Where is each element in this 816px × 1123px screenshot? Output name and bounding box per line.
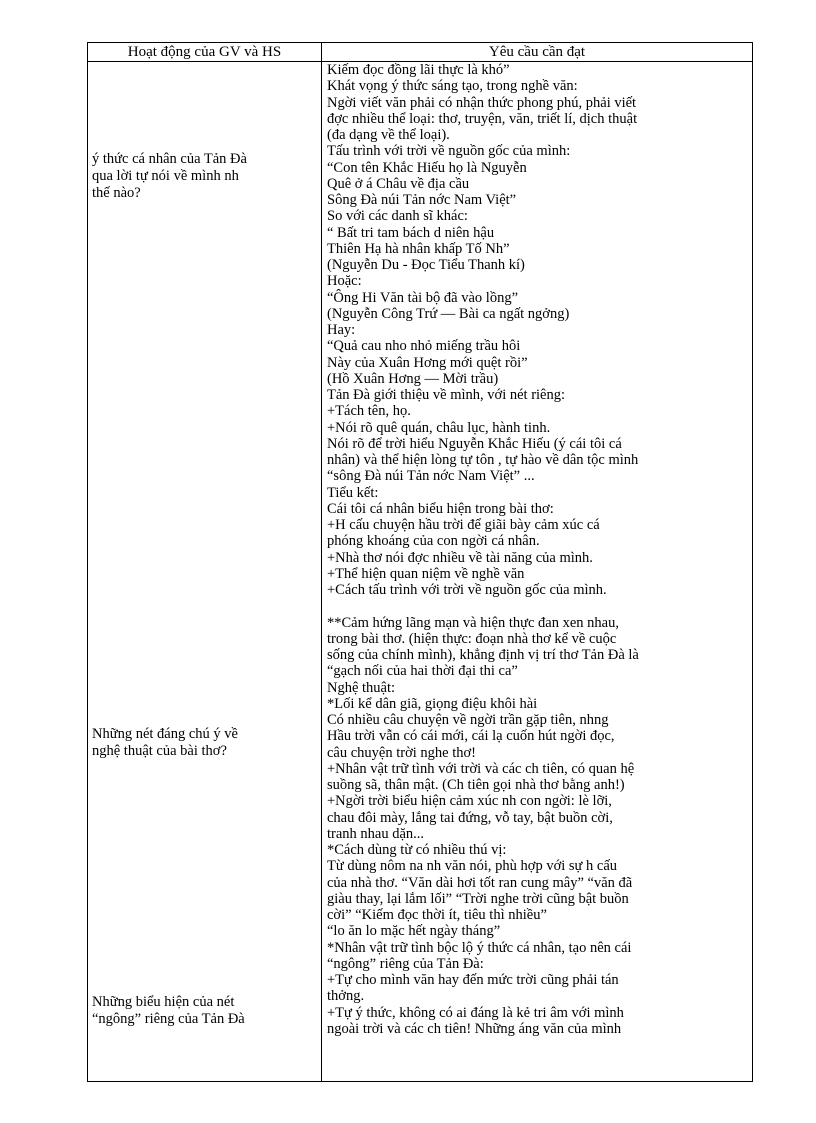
requirement-line: Hoặc: bbox=[327, 273, 362, 290]
question-art-features bbox=[92, 726, 317, 760]
requirement-line: (Hồ Xuân Hơng — Mời trầu) bbox=[327, 370, 499, 387]
requirement-line: cời” “Kiếm đọc thời ít, tiêu thì nhiều” bbox=[327, 907, 547, 923]
requirement-line: Thiên Hạ hà nhân khấp Tố Nh” bbox=[327, 240, 510, 257]
question-line: thế nào? bbox=[92, 185, 141, 201]
requirement-line: Ngời viết văn phải có nhận thức phong phú, phải viết bbox=[327, 94, 637, 111]
requirement-line: So với các danh sĩ khác: bbox=[327, 208, 468, 225]
requirement-line: *Cách dùng từ có nhiều thú vị: bbox=[327, 842, 507, 858]
requirement-line: “ Bất tri tam bách d niên hậu bbox=[327, 224, 495, 241]
question-self-awareness bbox=[92, 151, 317, 202]
blank-line bbox=[327, 598, 748, 614]
requirement-line: (đa dạng về thể loại). bbox=[327, 127, 450, 143]
requirement-line: tranh nhau dặn... bbox=[327, 825, 425, 842]
requirement-line: +Tự cho mình văn hay đến mức trời cũng phải tán bbox=[327, 972, 619, 988]
requirement-line: sống của chính mình), khẳng định vị trí thơ Tản Đà là bbox=[327, 647, 639, 663]
requirement-line: +Nhân vật trữ tình với trời và các ch tiên, có quan hệ bbox=[327, 760, 635, 777]
requirement-line: Kiếm đọc đồng lãi thực là khó” bbox=[327, 62, 510, 78]
requirement-line: suồng sã, thân mật. (Ch tiên gọi nhà thơ bằng anh!) bbox=[327, 777, 625, 793]
requirement-line: Tiểu kết: bbox=[327, 484, 379, 501]
requirement-line: +Ngời trời biểu hiện cảm xúc nh con ngời: lè lỡi, bbox=[327, 793, 612, 810]
requirement-line: *Lối kể dân giã, giọng điệu khôi hài bbox=[327, 695, 538, 712]
requirement-line: *Nhân vật trữ tình bộc lộ ý thức cá nhân, tạo nên cái bbox=[327, 939, 632, 956]
content-table bbox=[87, 42, 753, 1082]
question-line: ý thức cá nhân của Tản Đà bbox=[92, 151, 247, 167]
requirement-line: “ngông” riêng của Tản Đà: bbox=[327, 955, 484, 972]
requirement-line: “Ông Hi Văn tài bộ đã vào lồng” bbox=[327, 289, 519, 306]
requirement-line: giàu thay, lại lắm lối” “Trời nghe trời cũng bật buồn bbox=[327, 890, 629, 907]
requirement-line: thởng. bbox=[327, 988, 365, 1005]
requirements-column bbox=[327, 62, 748, 1081]
requirement-line: Cái tôi cá nhân biểu hiện trong bài thơ: bbox=[327, 500, 554, 517]
requirement-line: +Tự ý thức, không có ai đáng là kẻ tri âm với mình bbox=[327, 1004, 624, 1021]
requirement-line: ngoài trời và các ch tiên! Những áng văn của mình bbox=[327, 1020, 622, 1037]
requirement-line: “sông Đà núi Tản nớc Nam Việt” ... bbox=[327, 468, 535, 485]
requirement-line: “gạch nối của hai thời đại thi ca” bbox=[327, 663, 518, 680]
header-requirements: Yêu cầu cần đạt bbox=[488, 44, 586, 60]
requirement-line: +Nhà thơ nói đợc nhiều về tài năng của mình. bbox=[327, 549, 593, 566]
requirement-line: (Nguyễn Công Trứ — Bài ca ngất ngởng) bbox=[327, 305, 570, 322]
header-activities: Hoạt động của GV và HS bbox=[88, 43, 322, 61]
requirement-line: trong bài thơ. (hiện thực: đoạn nhà thơ kể về cuộc bbox=[327, 630, 617, 647]
question-line: Những biểu hiện của nét bbox=[92, 994, 235, 1010]
question-line: nghệ thuật của bài thơ? bbox=[92, 743, 227, 759]
requirement-line: phóng khoáng của con ngời cá nhân. bbox=[327, 533, 540, 550]
requirement-line: Nói rõ để trời hiểu Nguyễn Khắc Hiếu (ý cái tôi cá bbox=[327, 435, 622, 452]
requirement-line: Tản Đà giới thiệu về mình, với nét riêng: bbox=[327, 387, 566, 403]
requirement-line: Khát vọng ý thức sáng tạo, trong nghề văn: bbox=[327, 78, 578, 95]
question-line: “ngông” riêng của Tản Đà bbox=[92, 1011, 245, 1027]
requirement-line: Tấu trình với trời về nguồn gốc của mình: bbox=[327, 143, 571, 160]
requirement-line: nhân) và thể hiện lòng tự tôn , tự hào về dân tộc mình bbox=[327, 452, 639, 468]
question-line: Những nét đáng chú ý về bbox=[92, 726, 238, 742]
requirement-line: (Nguyễn Du - Đọc Tiểu Thanh kí) bbox=[327, 257, 525, 273]
requirement-line: Hay: bbox=[327, 322, 356, 338]
requirement-line: Quê ở á Châu về địa cầu bbox=[327, 175, 470, 192]
column-divider bbox=[321, 61, 322, 1081]
requirement-line: “lo ăn lo mặc hết ngày tháng” bbox=[327, 923, 501, 940]
requirement-line: Hầu trời vẫn có cái mới, cái lạ cuốn hút ngời đọc, bbox=[327, 728, 615, 745]
requirement-line: của nhà thơ. “Văn dài hơi tốt ran cung mây” “văn đã bbox=[327, 874, 633, 891]
requirement-line: +Cách tấu trình với trời về nguồn gốc của mình. bbox=[327, 582, 607, 598]
requirement-line: +H cấu chuyện hầu trời để giãi bày cảm xúc cá bbox=[327, 517, 600, 533]
requirement-line: +Nói rõ quê quán, châu lục, hành tinh. bbox=[327, 419, 551, 436]
requirement-line: đợc nhiều thể loại: thơ, truyện, văn, triết lí, dịch thuật bbox=[327, 110, 638, 127]
question-ngong-traits bbox=[92, 994, 317, 1028]
requirement-line: câu chuyện trời nghe thơ! bbox=[327, 744, 477, 761]
requirement-line: Từ dùng nôm na nh văn nói, phù hợp với sự h cấu bbox=[327, 858, 618, 875]
requirement-line: Nghệ thuật: bbox=[327, 679, 396, 696]
requirement-line: Này của Xuân Hơng mới quệt rồi” bbox=[327, 354, 528, 371]
requirement-line: Có nhiều câu chuyện về ngời trần gặp tiên, nhng bbox=[327, 712, 609, 728]
requirement-line: **Cảm hứng lãng mạn và hiện thực đan xen nhau, bbox=[327, 614, 619, 631]
requirement-line: Sông Đà núi Tản nớc Nam Việt” bbox=[327, 192, 517, 208]
requirement-line: “Con tên Khắc Hiếu họ là Nguyễn bbox=[327, 159, 527, 176]
requirement-line: chau đôi mày, lắng tai đứng, vỗ tay, bật buồn cời, bbox=[327, 809, 613, 826]
requirement-line: +Tách tên, họ. bbox=[327, 403, 411, 420]
table-header-row bbox=[88, 43, 752, 62]
question-line: qua lời tự nói về mình nh bbox=[92, 168, 239, 184]
requirement-line: “Quả cau nho nhỏ miếng trầu hôi bbox=[327, 338, 521, 355]
activities-column bbox=[88, 62, 321, 1081]
requirement-line: +Thể hiện quan niệm về nghề văn bbox=[327, 565, 525, 582]
